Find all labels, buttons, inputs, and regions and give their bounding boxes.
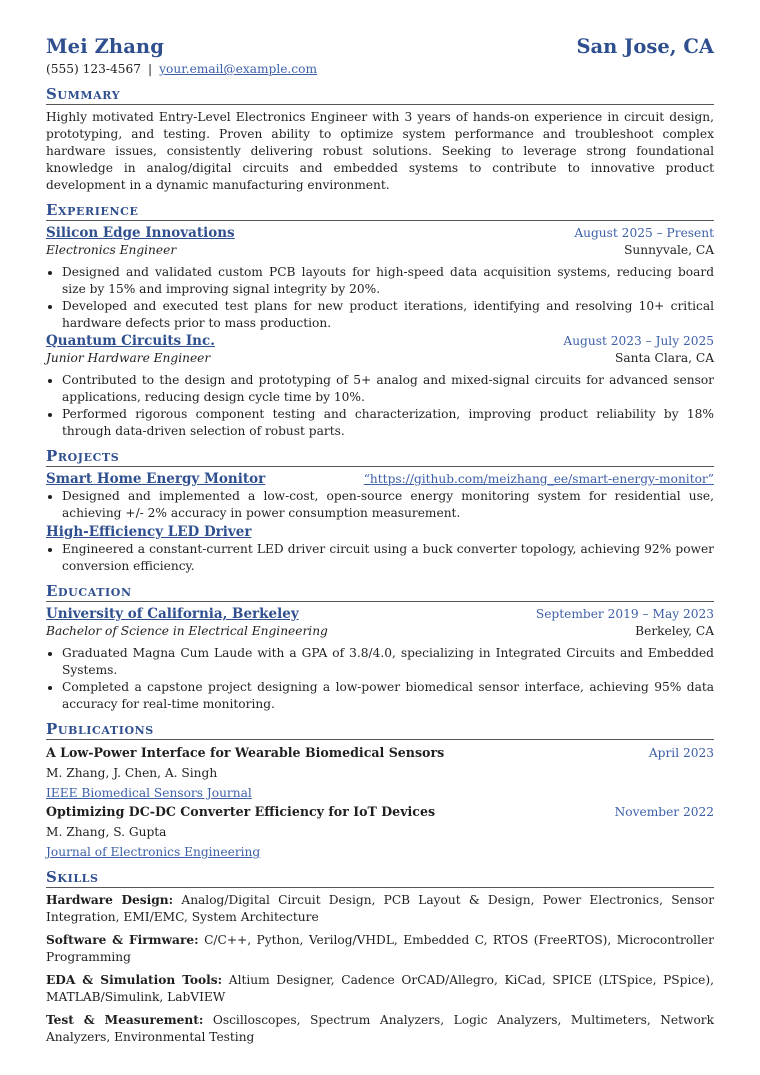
bullet-item: • Completed a capstone project designing a low-power biomedical sensor interface, achieving 95% data accuracy for real-time monitoring. xyxy=(62,679,714,713)
phone-number: (555) 123-4567 xyxy=(46,62,142,76)
project-bullets xyxy=(46,541,714,575)
skill-line xyxy=(46,892,714,926)
publications-section xyxy=(46,720,714,861)
publications-heading: Publications xyxy=(46,720,714,740)
skill-line xyxy=(46,932,714,966)
education-heading: Education xyxy=(46,582,714,602)
contact-separator: | xyxy=(148,62,153,76)
job-subheader xyxy=(46,350,714,367)
candidate-location: San Jose, CA xyxy=(576,35,714,58)
summary-heading: Summary xyxy=(46,85,714,105)
company-link[interactable]: Silicon Edge Innovations xyxy=(46,225,235,241)
publication-date: April 2023 xyxy=(648,746,714,760)
publication-header xyxy=(46,803,714,821)
skills-section xyxy=(46,868,714,1046)
publication-header xyxy=(46,744,714,762)
job-bullets xyxy=(46,264,714,332)
education-location: Berkeley, CA xyxy=(635,624,714,638)
job-location: Sunnyvale, CA xyxy=(624,243,714,257)
bullet-item: • Designed and implemented a low-cost, open-source energy monitoring system for residential use, achieving +/- 2% accuracy in power consumption measurement. xyxy=(62,488,714,522)
publication-entry xyxy=(46,803,714,861)
education-header xyxy=(46,606,714,623)
summary-section xyxy=(46,85,714,194)
skill-line xyxy=(46,1012,714,1046)
job-subheader xyxy=(46,242,714,259)
project-repo-link[interactable]: “https://github.com/meizhang_ee/smart-energy-monitor” xyxy=(363,472,714,486)
skill-text: C/C++, Python, Verilog/VHDL, Embedded C, RTOS (FreeRTOS), Microcontroller Programming xyxy=(46,933,714,964)
job-bullets xyxy=(46,372,714,440)
publication-date: November 2022 xyxy=(614,805,714,819)
bullet-item: • Designed and validated custom PCB layouts for high-speed data acquisition systems, reducing board size by 15% and improving signal integrity by 20%. xyxy=(62,264,714,298)
education-bullets xyxy=(46,645,714,713)
publication-journal-link[interactable]: IEEE Biomedical Sensors Journal xyxy=(46,786,252,800)
project-header xyxy=(46,471,714,488)
bullet-item: • Performed rigorous component testing and characterization, improving product reliability by 18% through data-driven selection of robust parts. xyxy=(62,406,714,440)
publication-title: Optimizing DC-DC Converter Efficiency for IoT Devices xyxy=(46,804,436,819)
resume-header xyxy=(46,35,714,58)
education-dates: September 2019 – May 2023 xyxy=(535,607,714,621)
education-subheader xyxy=(46,623,714,640)
skill-text: Altium Designer, Cadence OrCAD/Allegro, KiCad, SPICE (LTSpice, PSpice), MATLAB/Simulink, LabVIEW xyxy=(46,973,715,1004)
company-link[interactable]: Quantum Circuits Inc. xyxy=(46,333,215,349)
job-entry xyxy=(46,333,714,440)
email-link[interactable]: your.email@example.com xyxy=(159,62,318,76)
summary-text: Highly motivated Entry-Level Electronics Engineer with 3 years of hands-on experience in circuit design, prototyping, and testing. Proven ability to optimize system performance and troubleshoot complex hardware issues, consistently delivering robust solutions. Seeking to leverage strong foundational knowledge in analog/digital circuits and embedded systems to contribute to innovative product development in a dynamic manufacturing environment. xyxy=(46,110,714,192)
skill-line xyxy=(46,972,714,1006)
bullet-item: • Engineered a constant-current LED driver circuit using a buck converter topology, achieving 92% power conversion efficiency. xyxy=(62,541,714,575)
skill-label: Hardware Design: xyxy=(46,893,174,907)
job-dates: August 2025 – Present xyxy=(574,226,714,240)
candidate-name: Mei Zhang xyxy=(46,35,164,58)
skill-text: Analog/Digital Circuit Design, PCB Layout & Design, Power Electronics, Sensor Integration, EMI/EMC, System Architecture xyxy=(46,893,715,924)
projects-section xyxy=(46,447,714,575)
publication-journal-link[interactable]: Journal of Electronics Engineering xyxy=(46,845,261,859)
education-section xyxy=(46,582,714,713)
project-bullets xyxy=(46,488,714,522)
school-link[interactable]: University of California, Berkeley xyxy=(46,606,299,622)
project-title-link[interactable]: Smart Home Energy Monitor xyxy=(46,471,266,487)
job-entry xyxy=(46,225,714,332)
experience-section xyxy=(46,201,714,440)
skill-label: Software & Firmware: xyxy=(46,933,199,947)
contact-line xyxy=(46,61,714,78)
project-entry xyxy=(46,524,714,575)
job-header xyxy=(46,333,714,350)
publication-entry xyxy=(46,744,714,802)
project-entry xyxy=(46,471,714,522)
job-role: Electronics Engineer xyxy=(46,243,177,257)
experience-heading: Experience xyxy=(46,201,714,221)
project-header xyxy=(46,524,714,541)
job-location: Santa Clara, CA xyxy=(615,351,714,365)
publication-authors: M. Zhang, J. Chen, A. Singh xyxy=(46,766,218,780)
skill-label: EDA & Simulation Tools: xyxy=(46,973,223,987)
bullet-item: • Developed and executed test plans for new product iterations, identifying and resolving 10+ critical hardware defects prior to mass production. xyxy=(62,298,714,332)
publication-title: A Low-Power Interface for Wearable Biomedical Sensors xyxy=(46,745,445,760)
bullet-item: • Contributed to the design and prototyping of 5+ analog and mixed-signal circuits for advanced sensor applications, reducing design cycle time by 10%. xyxy=(62,372,714,406)
job-header xyxy=(46,225,714,242)
job-role: Junior Hardware Engineer xyxy=(46,351,211,365)
degree: Bachelor of Science in Electrical Engineering xyxy=(46,624,328,638)
bullet-item: • Graduated Magna Cum Laude with a GPA of 3.8/4.0, specializing in Integrated Circuits and Embedded Systems. xyxy=(62,645,714,679)
job-dates: August 2023 – July 2025 xyxy=(563,334,714,348)
publication-authors: M. Zhang, S. Gupta xyxy=(46,825,167,839)
projects-heading: Projects xyxy=(46,447,714,467)
project-title-link[interactable]: High-Efficiency LED Driver xyxy=(46,524,252,540)
skill-text: Oscilloscopes, Spectrum Analyzers, Logic Analyzers, Multimeters, Network Analyzers, Environmental Testing xyxy=(46,1013,714,1044)
skill-label: Test & Measurement: xyxy=(46,1013,204,1027)
skills-heading: Skills xyxy=(46,868,714,888)
